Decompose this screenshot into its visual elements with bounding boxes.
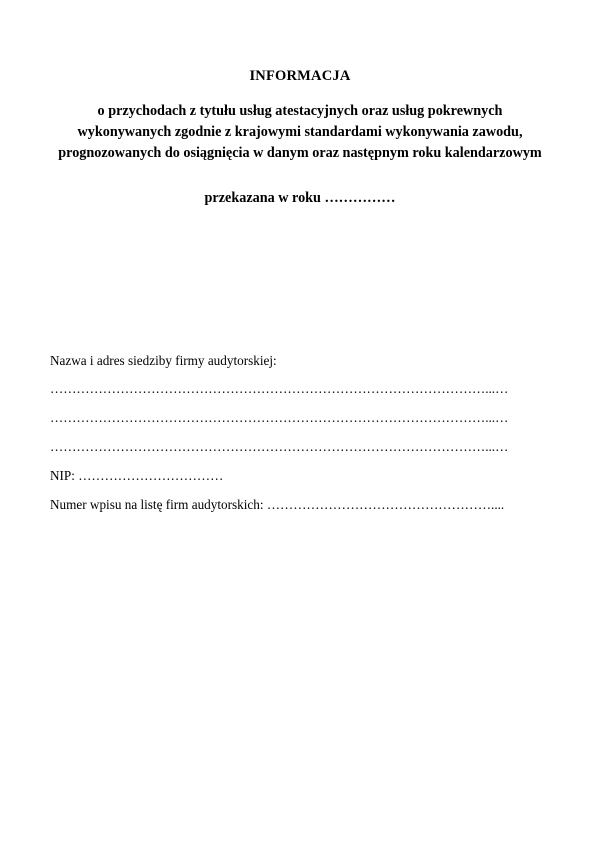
nip-row: [50, 467, 550, 485]
address-fill-line-2[interactable]: ………………………………………………………………………………………...…: [50, 410, 509, 425]
company-name-address-label: Nazwa i adres siedziby firmy audytorskiej:: [50, 353, 277, 368]
document-subtitle: o przychodach z tytułu usług atestacyjnych oraz usług pokrewnych wykonywanych zgodnie z krajowymi standardami wykonywania zawodu, prognozowanych do osiągnięcia w danym oraz następnym roku kalendarzowym: [58, 103, 542, 161]
company-details-block: [50, 352, 550, 525]
nip-label: NIP:: [50, 468, 75, 483]
register-number-fill-line[interactable]: ……………………………………………....: [266, 497, 505, 512]
page-title: INFORMACJA: [249, 68, 351, 84]
transmitted-year-line: przekazana w roku ……………: [204, 190, 396, 206]
nip-fill-line[interactable]: ……………………………: [78, 468, 224, 483]
address-fill-line-1[interactable]: ………………………………………………………………………………………...…: [50, 381, 509, 396]
register-number-row: [50, 496, 550, 514]
register-number-label: Numer wpisu na listę firm audytorskich:: [50, 497, 264, 512]
address-fill-line-3[interactable]: ………………………………………………………………………………………...…: [50, 439, 509, 454]
